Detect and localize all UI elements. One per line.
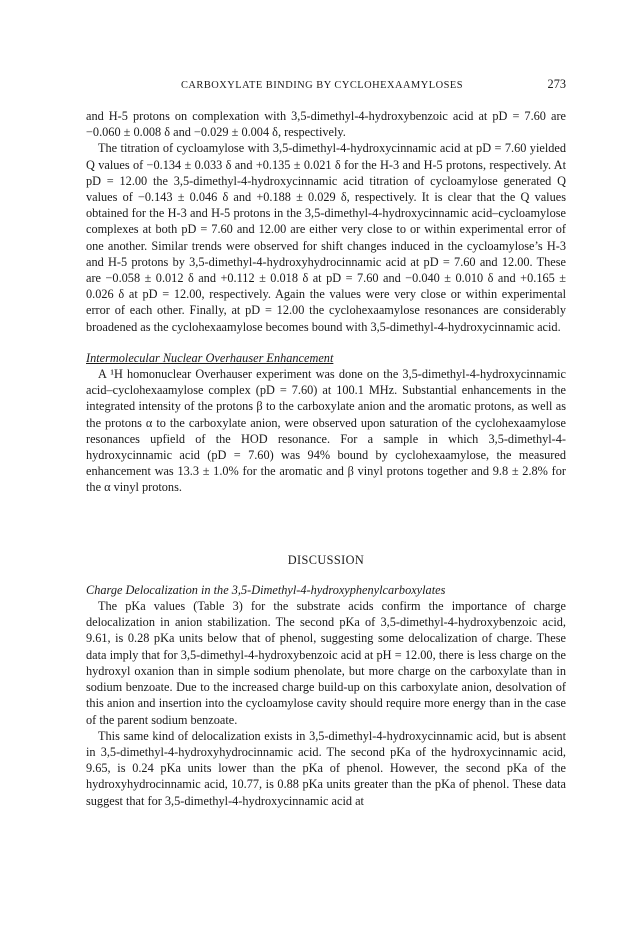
running-header xyxy=(86,76,566,92)
subsection-heading-charge: Charge Delocalization in the 3,5-Dimethyl-4-hydroxyphenylcarboxylates xyxy=(86,582,446,597)
paragraph-titration: The titration of cycloamylose with 3,5-dimethyl-4-hydroxycinnamic acid at pD = 7.60 yielded Q values of −0.134 ± 0.033 δ and +0.135 ± 0.021 δ for the H-3 and H-5 protons, respectively. At pD = 12.00 the 3,5-dimethyl-4-hydroxycinnamic acid titration of cycloamylose generated Q values of −0.143 ± 0.046 δ and +0.188 ± 0.029 δ, respectively. It is clear that the Q values obtained for the H-3 and H-5 protons in the 3,5-dimethyl-4-hydroxycinnamic acid–cycloamylose complexes at both pD = 7.60 and 12.00 are either very close to or within experimental error of one another. Similar trends were observed for shift changes induced in the cycloamylose’s H-3 and H-5 protons by 3,5-dimethyl-4-hydroxyhydrocinnamic acid at pD = 7.60 and 12.00. These are −0.058 ± 0.012 δ and +0.112 ± 0.018 δ at pD = 7.60 and −0.040 ± 0.010 δ and +0.165 ± 0.026 δ at pD = 12.00, respectively. Again the values were very close or within experimental error of each other. Finally, at pD = 12.00 the cyclohexaamylose resonances are considerably broadened as the cyclohexaamylose becomes bound with 3,5-dimethyl-4-hydroxycinnamic acid. xyxy=(86,141,566,334)
document-page xyxy=(86,76,566,809)
paragraph-continued: and H-5 protons on complexation with 3,5-dimethyl-4-hydroxybenzoic acid at pD = 7.60 are −0.060 ± 0.008 δ and −0.029 ± 0.004 δ, respectively. xyxy=(86,109,566,140)
section-heading-discussion: DISCUSSION xyxy=(287,552,365,567)
page-number: 273 xyxy=(547,77,566,91)
paragraph-delocalization: This same kind of delocalization exists in 3,5-dimethyl-4-hydroxycinnamic acid, but is absent in 3,5-dimethyl-4-hydroxyhydrocinnamic acid. The second pKa of the hydroxycinnamic acid, 9.65, is 0.24 pKa units lower than the pKa of phenol. However, the second pKa of the hydroxyhydrocinnamic acid, 10.77, is 0.88 pKa units greater than the pKa of phenol. These data suggest that for 3,5-dimethyl-4-hydroxycinnamic acid at xyxy=(86,728,566,808)
paragraph-pka: The pKa values (Table 3) for the substrate acids confirm the importance of charge delocalization in anion stabilization. The second pKa of 3,5-dimethyl-4-hydroxybenzoic acid, 9.61, is 0.28 pKa units below that of phenol, suggesting some delocalization of charge. These data imply that for 3,5-dimethyl-4-hydroxybenzoic acid at pH = 12.00, there is less charge on the hydroxyl oxanion than in simple sodium phenolate, but more charge on the carboxylate than in sodium benzoate. Due to the increased charge build-up on this carboxylate anion, desolvation of this anion and insertion into the cycloamylose cavity should require more energy than in the case of the parent sodium benzoate. xyxy=(86,599,566,727)
running-title: CARBOXYLATE BINDING BY CYCLOHEXAAMYLOSES xyxy=(181,80,463,91)
paragraph-noe: A ¹H homonuclear Overhauser experiment was done on the 3,5-dimethyl-4-hydroxycinnamic acid–cyclohexaamylose complex (pD = 7.60) at 100.1 MHz. Substantial enhancements in the integrated intensity of the protons β to the carboxylate anion and the aromatic protons, as well as the protons α to the carboxylate anion, were observed upon saturation of the cyclohexaamylose resonances upfield of the HOD resonance. For a sample in which 3,5-dimethyl-4-hydroxycinnamic acid (pD = 7.60) was 94% bound by cyclohexaamylose, the measured enhancement was 13.3 ± 1.0% for the aromatic and β vinyl protons together and 9.8 ± 2.8% for the α vinyl protons. xyxy=(86,367,566,495)
section-heading-noe: Intermolecular Nuclear Overhauser Enhancement xyxy=(86,350,334,365)
